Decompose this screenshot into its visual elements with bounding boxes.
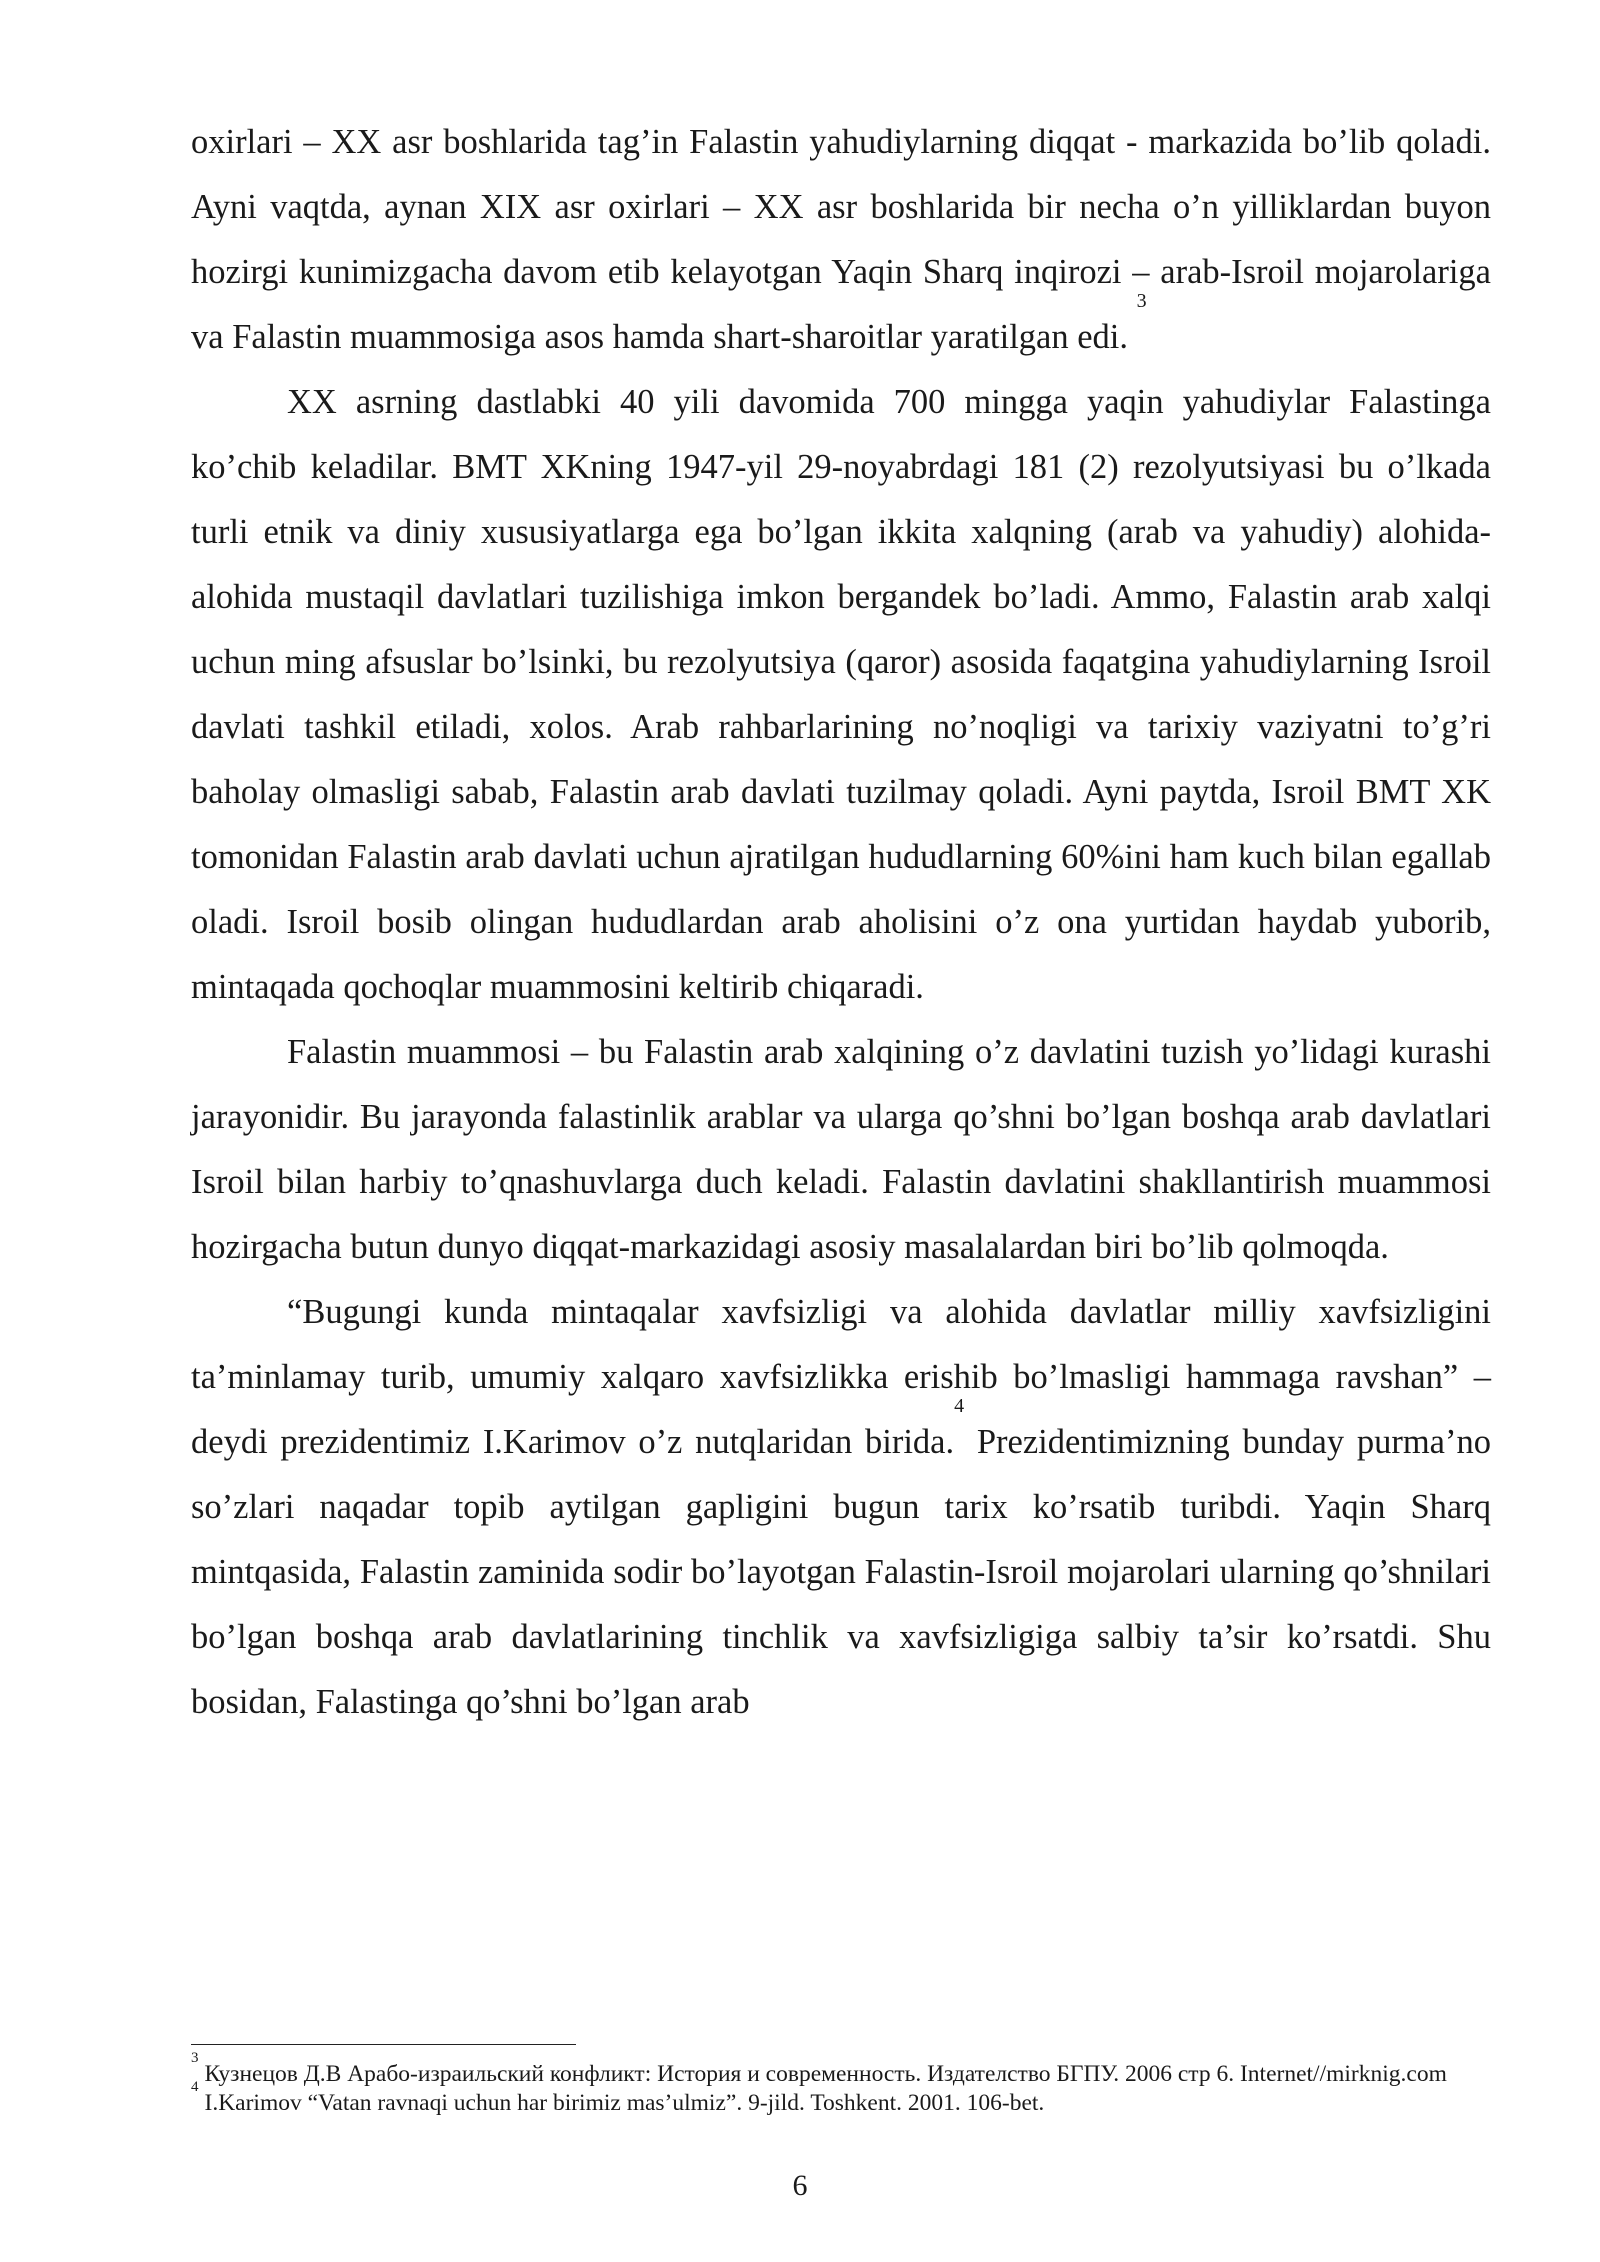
paragraph [191, 110, 1491, 370]
paragraph [191, 1020, 1491, 1280]
body-text [191, 110, 1491, 1735]
paragraph [191, 370, 1491, 1020]
paragraph [191, 1280, 1491, 1735]
paragraph-text: Prezidentimizning bunday purma’no so’zlari naqadar topib aytilgan gapligini bugun tarix ko’rsatib turibdi. Yaqin Sharq mintqasida, Falastin zaminida sodir bo’layotgan Falastin-Isroil mojarolari ularning qo’shnilari bo’lgan boshqa arab davlatlarining tinchlik va xavfsizligiga salbiy ta’sir ko’rsatdi. Shu bosidan, Falastinga qo’shni bo’lgan arab [191, 1423, 1491, 1721]
page-number: 6 [792, 2169, 808, 2202]
footnote [191, 2079, 1491, 2118]
footnote-marker: 3 [191, 2050, 199, 2066]
footnote-reference: 3 [1136, 290, 1147, 312]
footnote-marker: 4 [191, 2079, 199, 2095]
footnote [191, 2050, 1491, 2089]
paragraph-text: oxirlari – XX asr boshlarida tag’in Falastin yahudiylarning diqqat - markazida bo’lib qoladi. Ayni vaqtda, aynan XIX asr oxirlari – XX asr boshlarida bir necha o’n yilliklardan buyon hozirgi kunimizgacha davom etib kelayotgan Yaqin Sharq inqirozi – arab-Isroil mojarolariga va Falastin muammosiga asos hamda shart-sharoitlar yaratilgan edi. [191, 123, 1491, 356]
footnote-text: I.Karimov “Vatan ravnaqi uchun har birimiz mas’ulmiz”. 9-jild. Toshkent. 2001. 106-bet. [204, 2090, 1045, 2116]
footnote-reference: 4 [954, 1395, 965, 1417]
footnote-separator [191, 2044, 576, 2045]
paragraph-text: XX asrning dastlabki 40 yili davomida 700 mingga yaqin yahudiylar Falastinga ko’chib keladilar. BMT XKning 1947-yil 29-noyabrdagi 181 (2) rezolyutsiyasi bu o’lkada turli etnik va diniy xususiyatlarga ega bo’lgan ikkita xalqning (arab va yahudiy) alohida-alohida mustaqil davlatlari tuzilishiga imkon bergandek bo’ladi. Ammo, Falastin arab xalqi uchun ming afsuslar bo’lsinki, bu rezolyutsiya (qaror) asosida faqatgina yahudiylarning Isroil davlati tashkil etiladi, xolos. Arab rahbarlarining no’noqligi va tarixiy vaziyatni to’g’ri baholay olmasligi sabab, Falastin arab davlati tuzilmay qoladi. Ayni paytda, Isroil BMT XK tomonidan Falastin arab davlati uchun ajratilgan hududlarning 60%ini ham kuch bilan egallab oladi. Isroil bosib olingan hududlardan arab aholisini o’z ona yurtidan haydab yuborib, mintaqada qochoqlar muammosini keltirib chiqaradi. [191, 383, 1491, 1006]
footnote-text: Кузнецов Д.В Арабо-израильский конфликт: История и современность. Издателство БГПУ. 2006 стр 6. Internet//mirknig.com [204, 2061, 1447, 2087]
paragraph-text: Falastin muammosi – bu Falastin arab xalqining o’z davlatini tuzish yo’lidagi kurashi jarayonidir. Bu jarayonda falastinlik arablar va ularga qo’shni bo’lgan boshqa arab davlatlari Isroil bilan harbiy to’qnashuvlarga duch keladi. Falastin davlatini shakllantirish muammosi hozirgacha butun dunyo diqqat-markazidagi asosiy masalalardan biri bo’lib qolmoqda. [191, 1033, 1491, 1266]
footnotes [191, 2050, 1491, 2118]
paragraph-text: “Bugungi kunda mintaqalar xavfsizligi va alohida davlatlar milliy xavfsizligini ta’minlamay turib, umumiy xalqaro xavfsizlikka erishib bo’lmasligi hammaga ravshan” – deydi prezidentimiz I.Karimov o’z nutqlaridan birida. [191, 1293, 1491, 1461]
